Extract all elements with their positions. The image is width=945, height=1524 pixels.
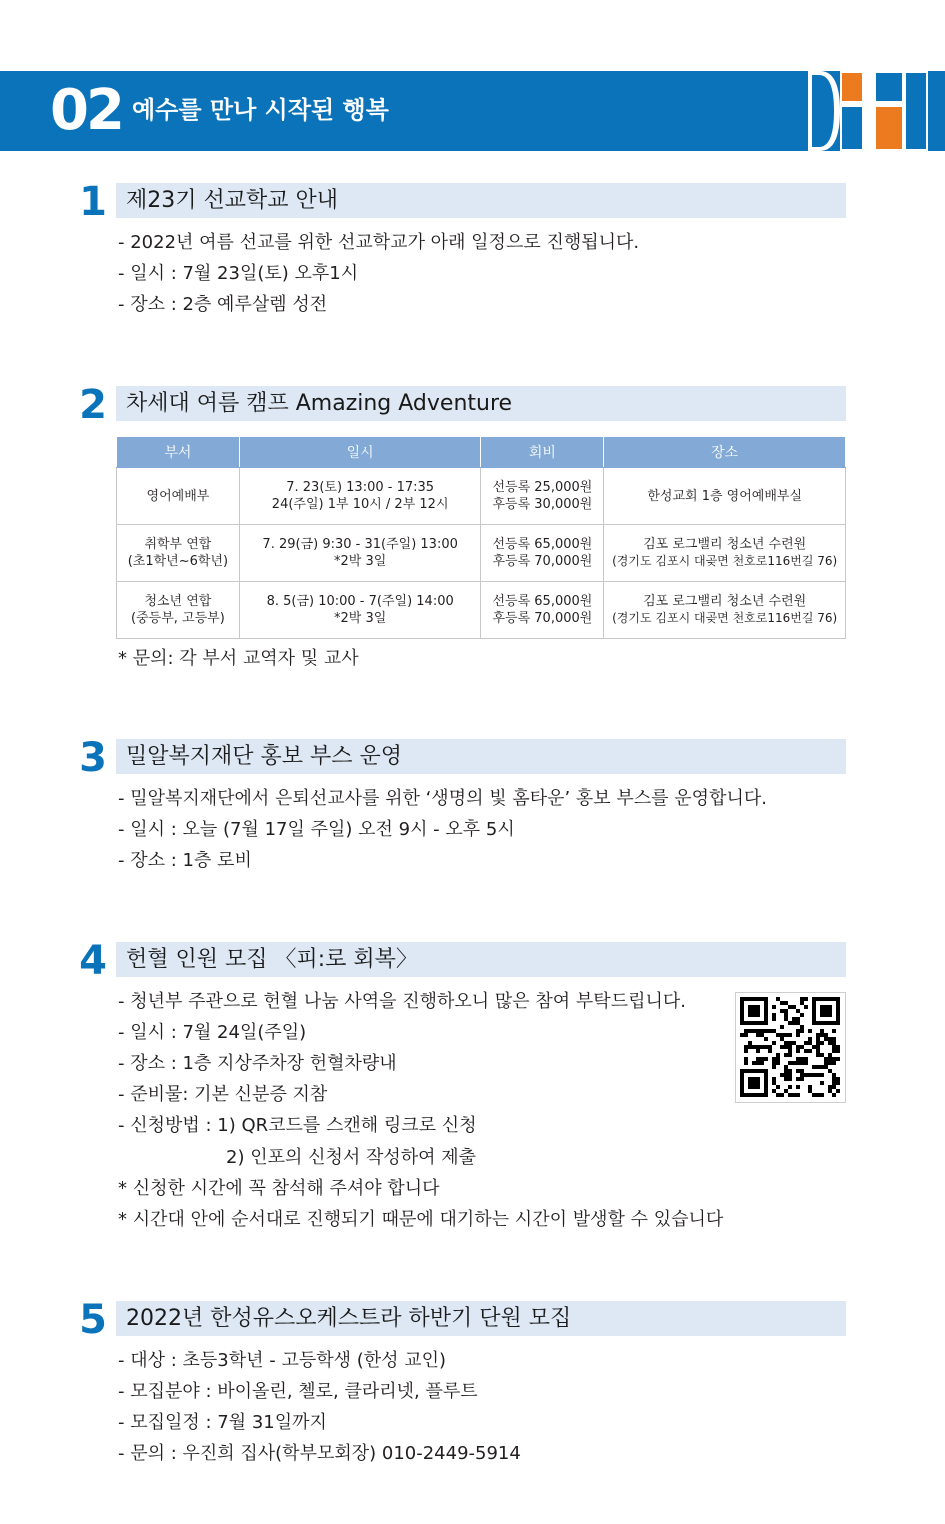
section-4-title-bar	[116, 942, 846, 977]
place-cell: 한성교회 1층 영어예배부실	[604, 468, 846, 525]
section-3-line: - 일시 : 오늘 (7월 17일 주일) 오전 9시 - 오후 5시	[118, 819, 515, 840]
dept-cell: 청소년 연합 (중등부, 고등부)	[117, 582, 240, 639]
section-1-title-bar	[116, 183, 846, 218]
place-cell: 김포 로그밸리 청소년 수련원 (경기도 김포시 대곶면 천호로116번길 76)	[604, 525, 846, 582]
section-1-line: - 장소 : 2층 예루살렘 성전	[118, 294, 328, 315]
page-header	[0, 71, 945, 151]
section-4-line: * 신청한 시간에 꼭 참석해 주셔야 합니다	[118, 1178, 440, 1199]
section-5-line: - 모집분야 : 바이올린, 첼로, 클라리넷, 플루트	[118, 1381, 478, 1402]
section-4-line: - 장소 : 1층 지상주차장 헌혈차량내	[118, 1053, 397, 1074]
section-3-line: - 장소 : 1층 로비	[118, 850, 252, 871]
section-3-line: - 밀알복지재단에서 은퇴선교사를 위한 ‘생명의 빛 홈타운’ 홍보 부스를 운영합니다.	[118, 788, 767, 809]
section-4-line: 2) 인포의 신청서 작성하여 제출	[226, 1147, 477, 1168]
section-2-number: 2	[79, 382, 107, 428]
section-5-line: - 대상 : 초등3학년 - 고등학생 (한성 교인)	[118, 1350, 447, 1371]
section-4-line: * 시간대 안에 순서대로 진행되기 때문에 대기하는 시간이 발생할 수 있습니다	[118, 1209, 724, 1230]
chapter-title: 예수를 만나 시작된 행복	[132, 96, 389, 124]
section-4-number: 4	[79, 938, 107, 984]
place-cell: 김포 로그밸리 청소년 수련원 (경기도 김포시 대곶면 천호로116번길 76)	[604, 582, 846, 639]
chapter-number: 02	[50, 78, 122, 143]
section-1-title: 제23기 선교학교 안내	[126, 188, 338, 213]
section-4-title: 헌혈 인원 모집 〈피:로 회복〉	[126, 947, 418, 972]
section-5-title: 2022년 한성유스오케스트라 하반기 단원 모집	[126, 1306, 572, 1331]
section-3-title-bar	[116, 739, 846, 774]
section-1-line: - 2022년 여름 선교를 위한 선교학교가 아래 일정으로 진행됩니다.	[118, 232, 640, 253]
column-header: 일시	[239, 437, 481, 468]
church-logo	[806, 71, 945, 151]
section-1-line: - 일시 : 7월 23일(토) 오후1시	[118, 263, 359, 284]
date-cell: 7. 29(금) 9:30 - 31(주일) 13:00 *2박 3일	[239, 525, 481, 582]
section-4-line: - 청년부 주관으로 헌혈 나눔 사역을 진행하오니 많은 참여 부탁드립니다.	[118, 991, 686, 1012]
table-row	[117, 582, 846, 639]
section-5-line: - 모집일정 : 7월 31일까지	[118, 1412, 327, 1433]
fee-cell: 선등록 65,000원 후등록 70,000원	[481, 525, 604, 582]
section-5-line: - 문의 : 우진희 집사(학부모회장) 010-2449-5914	[118, 1443, 521, 1464]
date-cell: 8. 5(금) 10:00 - 7(주일) 14:00 *2박 3일	[239, 582, 481, 639]
section-4-line: - 준비물: 기본 신분증 지참	[118, 1084, 328, 1105]
section-5-number: 5	[79, 1297, 107, 1343]
section-2-title-bar	[116, 386, 846, 421]
section-2-title: 차세대 여름 캠프 Amazing Adventure	[126, 391, 513, 416]
dept-cell: 영어예배부	[117, 468, 240, 525]
date-cell: 7. 23(토) 13:00 - 17:35 24(주일) 1부 10시 / 2부 12시	[239, 468, 481, 525]
fee-cell: 선등록 25,000원 후등록 30,000원	[481, 468, 604, 525]
qr-code[interactable]	[735, 992, 846, 1103]
section-3-title: 밀알복지재단 홍보 부스 운영	[126, 744, 403, 769]
column-header: 장소	[604, 437, 846, 468]
section-5-title-bar	[116, 1301, 846, 1336]
section-3-number: 3	[79, 735, 107, 781]
table-row	[117, 525, 846, 582]
table-row	[117, 468, 846, 525]
section-4-line: - 일시 : 7월 24일(주일)	[118, 1022, 307, 1043]
column-header: 회비	[481, 437, 604, 468]
section-4-line: - 신청방법 : 1) QR코드를 스캔해 링크로 신청	[118, 1115, 477, 1136]
column-header: 부서	[117, 437, 240, 468]
section-2-note: * 문의: 각 부서 교역자 및 교사	[118, 648, 359, 669]
dept-cell: 취학부 연합 (초1학년~6학년)	[117, 525, 240, 582]
table-header-row	[117, 437, 846, 468]
section-1-number: 1	[79, 179, 107, 225]
fee-cell: 선등록 65,000원 후등록 70,000원	[481, 582, 604, 639]
camp-schedule-table	[116, 436, 846, 639]
qr-code-image	[736, 993, 845, 1102]
